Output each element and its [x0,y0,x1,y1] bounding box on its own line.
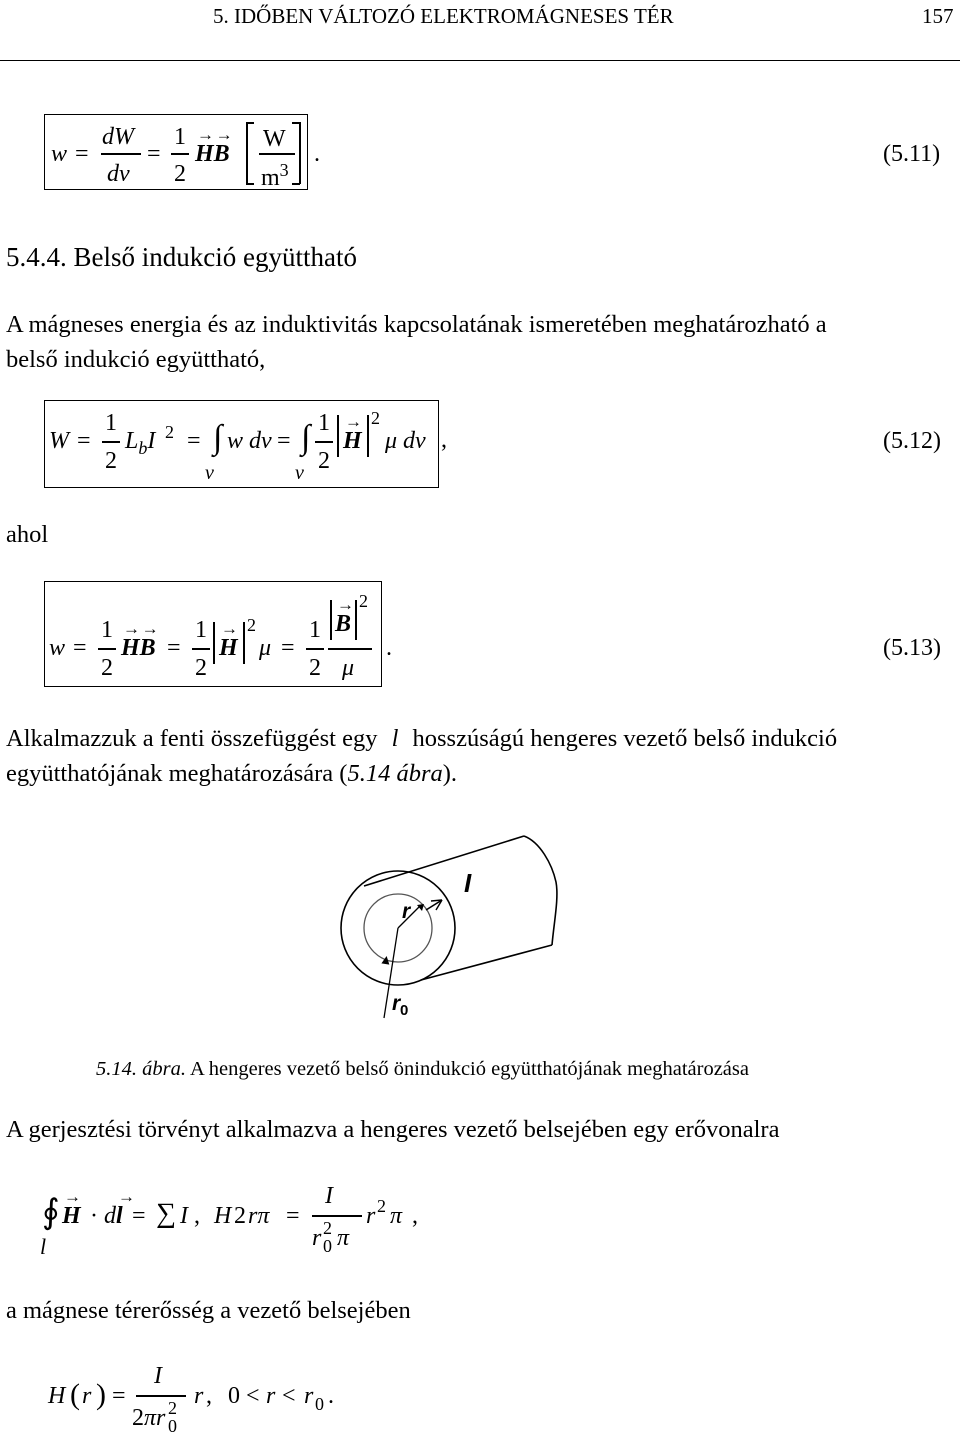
figure-caption [96,1058,749,1081]
intro-paragraph-line2: belső indukció együttható, [6,346,266,373]
section-title: Belső indukció együttható [73,242,357,272]
current-label: I [464,868,472,898]
ampere-law-equation: ∮ l → H · d→ l = ∑ I , H 2 rπ = I r 2 0 π r 2 π , [40,1180,460,1265]
equation-5-11-period: . [314,141,320,167]
length-variable: l [391,725,399,752]
ahol-text: ahol [6,521,49,548]
cylinder-end-edge [524,836,557,945]
cylinder-bottom-edge [421,945,552,980]
ampere-paragraph: A gerjesztési törvényt alkalmazva a hengeres vezető belsejében egy erővonalra [6,1116,780,1143]
equation-5-12-number: (5.12) [883,428,941,454]
running-header: 5. IDŐBEN VÁLTOZÓ ELEKTROMÁGNESES TÉR [213,4,674,28]
figure-caption-ref: 5.14. ábra. [96,1058,186,1080]
section-heading [6,242,357,273]
figure-reference: 5.14 ábra [347,760,443,787]
equation-5-13-number: (5.13) [883,635,941,661]
cylinder-conductor-figure [330,830,580,1030]
outer-radius-subscript: 0 [400,1002,409,1019]
intro-paragraph-line1: A mágneses energia és az induktivitás kapcsolatának ismeretében meghatározható a [6,311,827,338]
equation-5-12-comma: , [441,427,447,453]
equation-5-11-number: (5.11) [883,141,941,167]
header-rule [0,60,960,61]
equation-5-12-box: W = 1 2 $L_bI$ 2 = ∫ v w dv = ∫ v 1 2 → H 2 μ dv [44,400,439,488]
equation-5-11-box: w = dW dv = 1 2 → H→ B W $m^3$ [44,114,308,190]
apply-paragraph-line1: Alkalmazzuk a fenti összefüggést egy l hosszúságú hengeres vezető belső indukció [6,725,838,752]
section-number: 5.4.4. [6,242,67,272]
outer-radius-label: r [392,992,401,1015]
apply-paragraph-line2: együtthatójának meghatározására (5.14 ábra). [6,760,458,787]
cylinder-top-edge [364,836,524,886]
equation-5-13-period: . [386,635,392,661]
page-number: 157 [922,4,954,28]
figure-caption-text: A hengeres vezető belső önindukció együtthatójának meghatározása [185,1058,749,1080]
field-strength-equation: H ( r ) = I 2 πr 2 0 r , 0 < r < r 0 . [48,1363,334,1436]
equation-5-13-box: w = 1 2 → H→ B = 1 2 → H 2 μ = 1 2 → B 2 μ [44,581,382,687]
field-inside-paragraph: a mágnese térerősség a vezető belsejében [6,1297,411,1324]
radius-label: r [402,900,411,923]
